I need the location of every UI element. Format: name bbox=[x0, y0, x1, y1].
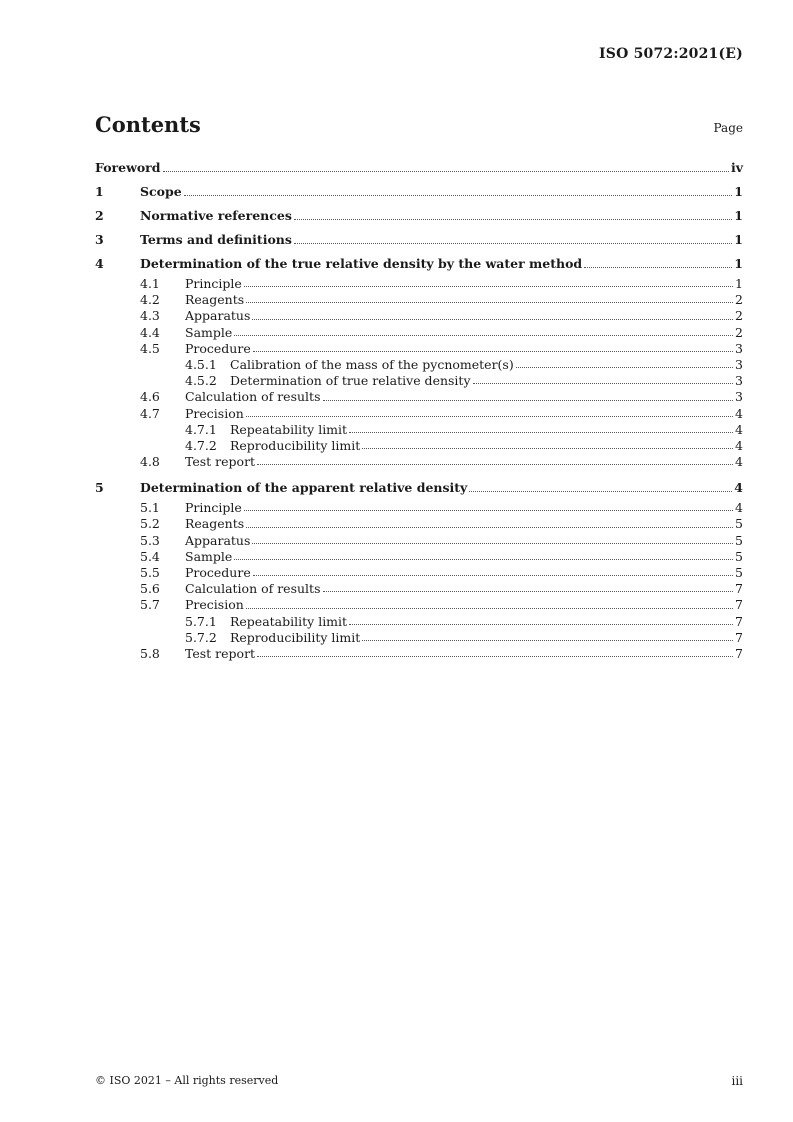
toc-entry-number: 5.8 bbox=[140, 645, 160, 661]
leader-dots bbox=[323, 399, 734, 401]
toc-subentry-5-7-2[interactable] bbox=[95, 630, 743, 646]
toc-entry-label: Normative references bbox=[140, 208, 292, 223]
toc-subentry-5-6[interactable] bbox=[95, 581, 743, 597]
toc-subentry-4-5[interactable] bbox=[95, 341, 743, 357]
table-of-contents bbox=[95, 156, 743, 662]
toc-entry-label: Procedure bbox=[185, 565, 251, 580]
toc-entry-number: 4.4 bbox=[140, 324, 160, 340]
toc-entry-terms-and-definitions[interactable] bbox=[95, 228, 743, 252]
toc-entry-number: 4.1 bbox=[140, 276, 160, 291]
toc-subentry-4-2[interactable] bbox=[95, 292, 743, 308]
toc-entry-label: Calculation of results bbox=[185, 581, 321, 597]
toc-entry-label: Repeatability limit bbox=[230, 613, 348, 629]
toc-entry-label: Foreword bbox=[95, 160, 161, 175]
copyright-notice: © ISO 2021 – All rights reserved bbox=[95, 1074, 279, 1087]
toc-entry-label: Reagents bbox=[185, 516, 245, 532]
toc-subentry-5-5[interactable] bbox=[95, 565, 743, 581]
toc-subentry-4-6[interactable] bbox=[95, 389, 743, 405]
toc-subentry-5-4[interactable] bbox=[95, 549, 743, 565]
leader-dots bbox=[257, 463, 733, 465]
leader-dots bbox=[349, 623, 733, 625]
toc-entry-label: Precision bbox=[185, 597, 244, 613]
toc-entry-label: Principle bbox=[185, 276, 242, 291]
toc-entry-number: 4.7.2 bbox=[185, 437, 217, 453]
leader-dots bbox=[234, 558, 733, 560]
toc-entry-label: Procedure bbox=[185, 340, 251, 356]
toc-subentry-4-5-2[interactable] bbox=[95, 373, 743, 389]
toc-entry-number: 5 bbox=[95, 480, 104, 496]
leader-dots bbox=[584, 266, 732, 268]
toc-entry-number: 5.7.1 bbox=[185, 613, 217, 629]
toc-entry-number: 4.7 bbox=[140, 405, 160, 421]
toc-entry-foreword[interactable] bbox=[95, 156, 743, 180]
leader-dots bbox=[294, 242, 732, 244]
toc-subentry-4-1[interactable] bbox=[95, 276, 743, 292]
toc-subentry-5-2[interactable] bbox=[95, 516, 743, 532]
toc-entry-label: Reproducibility limit bbox=[230, 629, 361, 645]
leader-dots bbox=[246, 415, 733, 417]
toc-entry-page: 4 bbox=[735, 500, 743, 516]
toc-entry-page: 1 bbox=[734, 256, 743, 271]
leader-dots bbox=[362, 447, 733, 449]
toc-subentry-5-7-1[interactable] bbox=[95, 614, 743, 630]
toc-entry-label: Sample bbox=[185, 324, 233, 340]
leader-dots bbox=[246, 526, 733, 528]
toc-entry-page: 7 bbox=[735, 597, 743, 613]
leader-dots bbox=[184, 194, 733, 196]
toc-entry-page: 5 bbox=[735, 516, 743, 532]
toc-subentry-5-7[interactable] bbox=[95, 597, 743, 613]
toc-entry-number: 4.6 bbox=[140, 389, 160, 405]
toc-entry-page: iv bbox=[730, 160, 743, 175]
page-column-label: Page bbox=[713, 121, 743, 135]
toc-entry-number: 4.3 bbox=[140, 308, 160, 324]
leader-dots bbox=[244, 509, 733, 511]
toc-entry-number: 4 bbox=[95, 256, 104, 271]
toc-entry-label: Apparatus bbox=[185, 308, 251, 324]
toc-entry-label: Determination of true relative density bbox=[230, 373, 471, 389]
toc-entry-page: 1 bbox=[734, 208, 743, 223]
leader-dots bbox=[473, 382, 733, 384]
toc-entry-number: 4.5.1 bbox=[185, 356, 217, 372]
toc-subentry-5-1[interactable] bbox=[95, 500, 743, 516]
toc-entry-page: 2 bbox=[735, 292, 743, 308]
toc-subentry-4-8[interactable] bbox=[95, 454, 743, 470]
leader-dots bbox=[294, 218, 732, 220]
toc-entry-section-4[interactable] bbox=[95, 252, 743, 276]
toc-entry-page: 3 bbox=[735, 373, 743, 389]
toc-entry-number: 5.7 bbox=[140, 597, 160, 613]
toc-subentry-5-8[interactable] bbox=[95, 646, 743, 662]
toc-entry-page: 4 bbox=[735, 454, 743, 470]
toc-entry-page: 4 bbox=[735, 421, 743, 437]
toc-entry-page: 5 bbox=[735, 532, 743, 548]
toc-subentry-4-7-2[interactable] bbox=[95, 438, 743, 454]
toc-entry-label: Determination of the apparent relative density bbox=[140, 480, 468, 496]
toc-subentry-4-4[interactable] bbox=[95, 325, 743, 341]
leader-dots bbox=[469, 490, 732, 492]
toc-entry-label: Principle bbox=[185, 500, 242, 516]
page-footer bbox=[95, 1074, 743, 1088]
toc-entry-number: 5.7.2 bbox=[185, 629, 217, 645]
toc-entry-page: 2 bbox=[735, 308, 743, 324]
toc-entry-page: 7 bbox=[735, 581, 743, 597]
toc-entry-label: Terms and definitions bbox=[140, 232, 292, 247]
toc-entry-number: 4.5 bbox=[140, 340, 160, 356]
toc-entry-normative-references[interactable] bbox=[95, 204, 743, 228]
toc-entry-label: Test report bbox=[185, 645, 256, 661]
toc-entry-page: 2 bbox=[735, 324, 743, 340]
toc-entry-section-5[interactable] bbox=[95, 476, 743, 500]
leader-dots bbox=[246, 607, 733, 609]
section-4-subentries bbox=[95, 276, 743, 470]
contents-title: Contents bbox=[95, 112, 201, 137]
toc-entry-number: 5.4 bbox=[140, 548, 160, 564]
toc-entry-page: 3 bbox=[735, 356, 743, 372]
toc-subentry-4-7-1[interactable] bbox=[95, 422, 743, 438]
document-id: ISO 5072:2021(E) bbox=[599, 46, 743, 62]
toc-subentry-4-5-1[interactable] bbox=[95, 357, 743, 373]
leader-dots bbox=[244, 285, 733, 287]
toc-entry-label: Scope bbox=[140, 184, 182, 199]
toc-entry-page: 1 bbox=[734, 184, 743, 199]
leader-dots bbox=[257, 655, 733, 657]
toc-entry-label: Apparatus bbox=[185, 532, 251, 548]
toc-entry-page: 1 bbox=[735, 276, 743, 291]
toc-entry-scope[interactable] bbox=[95, 180, 743, 204]
leader-dots bbox=[252, 318, 733, 320]
leader-dots bbox=[246, 301, 733, 303]
toc-entry-label: Determination of the true relative density by the water method bbox=[140, 256, 583, 271]
toc-entry-label: Sample bbox=[185, 548, 233, 564]
toc-subentry-5-3[interactable] bbox=[95, 533, 743, 549]
leader-dots bbox=[253, 574, 733, 576]
toc-entry-number: 4.8 bbox=[140, 454, 160, 470]
toc-entry-page: 4 bbox=[735, 437, 743, 453]
toc-entry-label: Calculation of results bbox=[185, 389, 321, 405]
leader-dots bbox=[349, 431, 733, 433]
toc-entry-number: 4.7.1 bbox=[185, 421, 217, 437]
leader-dots bbox=[253, 350, 733, 352]
toc-entry-page: 5 bbox=[735, 548, 743, 564]
toc-entry-number: 5.3 bbox=[140, 532, 160, 548]
toc-entry-label: Test report bbox=[185, 454, 256, 470]
toc-entry-label: Calibration of the mass of the pycnometer(s) bbox=[230, 356, 514, 372]
toc-subentry-4-7[interactable] bbox=[95, 406, 743, 422]
toc-entry-label: Reproducibility limit bbox=[230, 437, 361, 453]
leader-dots bbox=[323, 590, 734, 592]
contents-title-row bbox=[95, 112, 743, 137]
toc-entry-page: 4 bbox=[735, 405, 743, 421]
toc-entry-label: Precision bbox=[185, 405, 244, 421]
toc-entry-page: 1 bbox=[734, 232, 743, 247]
leader-dots bbox=[362, 639, 733, 641]
toc-entry-page: 4 bbox=[734, 480, 743, 496]
page-number: iii bbox=[731, 1074, 743, 1088]
toc-entry-page: 5 bbox=[735, 565, 743, 580]
toc-entry-page: 3 bbox=[735, 340, 743, 356]
leader-dots bbox=[163, 170, 729, 172]
toc-entry-page: 7 bbox=[735, 629, 743, 645]
toc-subentry-4-3[interactable] bbox=[95, 308, 743, 324]
leader-dots bbox=[516, 366, 733, 368]
toc-entry-number: 5.5 bbox=[140, 565, 160, 580]
toc-entry-label: Reagents bbox=[185, 292, 245, 308]
toc-entry-number: 4.2 bbox=[140, 292, 160, 308]
section-5-subentries bbox=[95, 500, 743, 662]
toc-entry-number: 5.2 bbox=[140, 516, 160, 532]
toc-entry-number: 1 bbox=[95, 184, 104, 199]
toc-entry-number: 3 bbox=[95, 232, 104, 247]
toc-entry-number: 2 bbox=[95, 208, 104, 223]
toc-entry-number: 5.1 bbox=[140, 500, 160, 516]
toc-entry-label: Repeatability limit bbox=[230, 421, 348, 437]
toc-entry-page: 3 bbox=[735, 389, 743, 405]
leader-dots bbox=[234, 334, 733, 336]
toc-entry-number: 5.6 bbox=[140, 581, 160, 597]
toc-entry-page: 7 bbox=[735, 613, 743, 629]
toc-entry-page: 7 bbox=[735, 645, 743, 661]
toc-entry-number: 4.5.2 bbox=[185, 373, 217, 389]
leader-dots bbox=[252, 542, 733, 544]
